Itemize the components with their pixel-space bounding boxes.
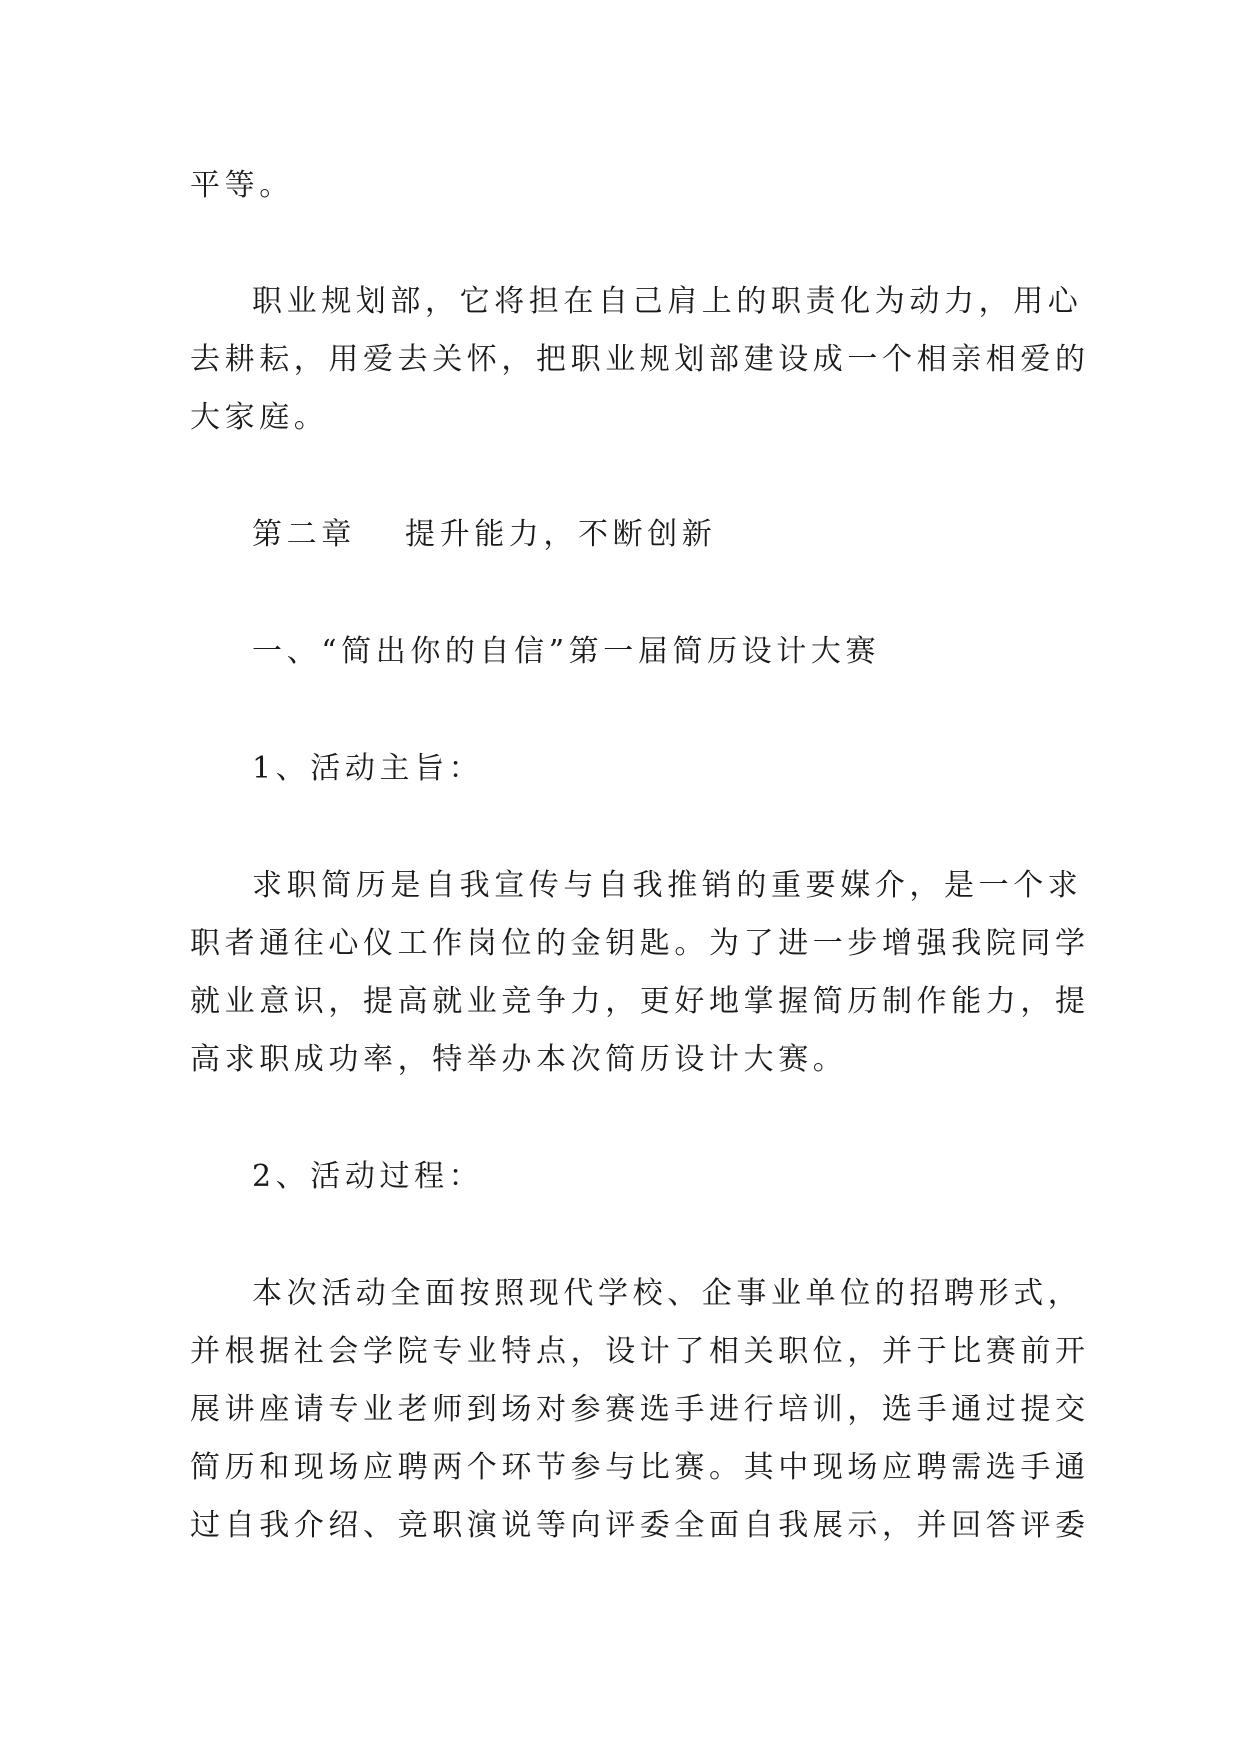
item-heading: 2、活动过程： (252, 1159, 484, 1194)
paragraph-line: 简历和现场应聘两个环节参与比赛。其中现场应聘需选手通 (190, 1450, 1090, 1485)
paragraph-line: 过自我介绍、竞职演说等向评委全面自我展示，并回答评委 (190, 1508, 1090, 1543)
chapter-title: 提升能力，不断创新 (405, 517, 717, 552)
paragraph-line: 职者通往心仪工作岗位的金钥匙。为了进一步增强我院同学 (190, 926, 1090, 961)
paragraph-line: 大家庭。 (190, 400, 329, 435)
paragraph-line: 就业意识，提高就业竞争力，更好地掌握简历制作能力，提 (190, 984, 1090, 1019)
paragraph-line: 去耕耘，用爱去关怀，把职业规划部建设成一个相亲相爱的 (190, 342, 1090, 377)
paragraph-line: 展讲座请专业老师到场对参赛选手进行培训，选手通过提交 (190, 1392, 1090, 1427)
item-heading: 1、活动主旨： (252, 751, 484, 786)
chapter-number: 第二章 (252, 517, 356, 552)
paragraph-line: 本次活动全面按照现代学校、企事业单位的招聘形式， (252, 1276, 1083, 1311)
paragraph-line: 求职简历是自我宣传与自我推销的重要媒介，是一个求 (252, 868, 1083, 903)
paragraph-line: 职业规划部，它将担在自己肩上的职责化为动力，用心 (252, 284, 1083, 319)
paragraph-continuation: 平等。 (190, 168, 294, 203)
paragraph-line: 并根据社会学院专业特点，设计了相关职位，并于比赛前开 (190, 1334, 1090, 1369)
section-heading: 一、“简出你的自信”第一届简历设计大赛 (252, 634, 881, 669)
paragraph-line: 高求职成功率，特举办本次简历设计大赛。 (190, 1042, 848, 1077)
